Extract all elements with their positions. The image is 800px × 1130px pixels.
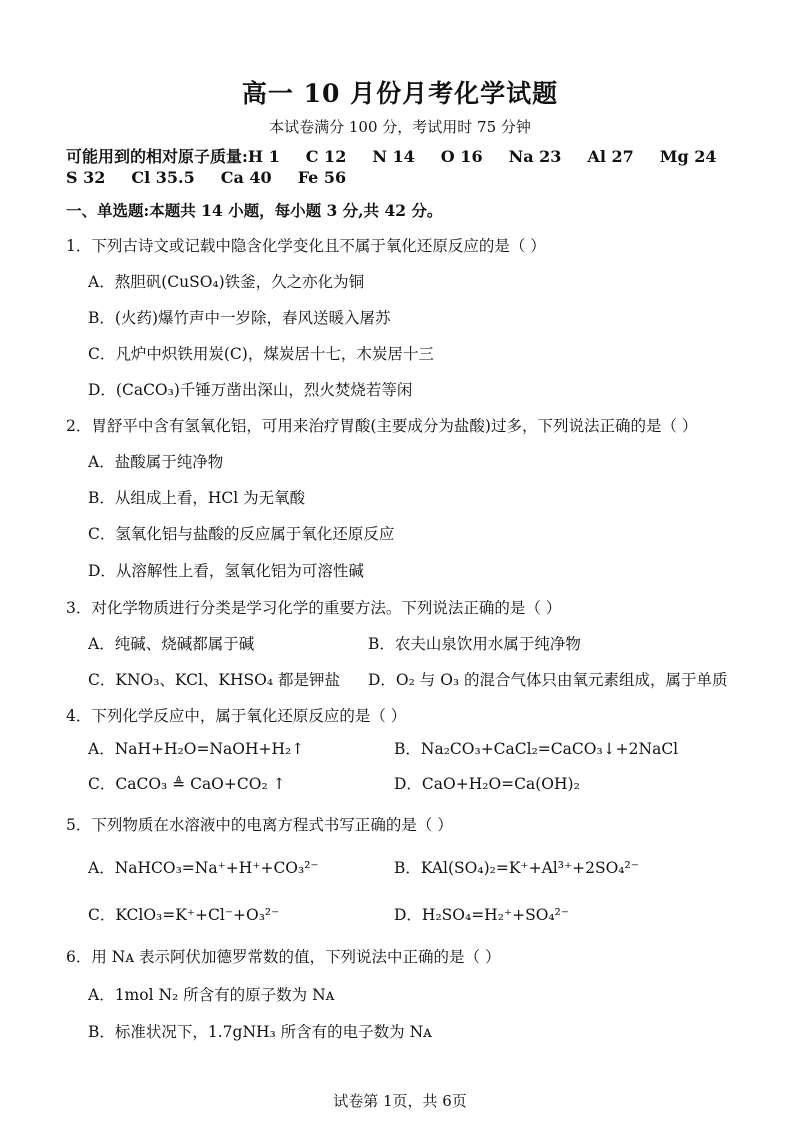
atomic-mass-item: Al 27 xyxy=(587,147,634,166)
option-c: C．KClO₃=K⁺+Cl⁻+O₃²⁻ xyxy=(88,906,280,924)
option-d: D．CaO+H₂O=Ca(OH)₂ xyxy=(394,775,580,793)
option-b: B．从组成上看，HCl 为无氧酸 xyxy=(88,489,306,507)
option-b: B．(火药)爆竹声中一岁除，春风送暖入屠苏 xyxy=(88,309,391,327)
question-stem: 1．下列古诗文或记载中隐含化学变化且不属于氧化还原反应的是（ ） xyxy=(66,237,546,255)
atomic-mass-item: O 16 xyxy=(440,147,483,166)
question-stem: 2．胃舒平中含有氢氧化铝，可用来治疗胃酸(主要成分为盐酸)过多，下列说法正确的是（ ） xyxy=(66,417,698,435)
atomic-mass-line-1 xyxy=(66,144,742,167)
option-b: B．KAl(SO₄)₂=K⁺+Al³⁺+2SO₄²⁻ xyxy=(394,859,639,877)
option-d: D．O₂ 与 O₃ 的混合气体只由氧元素组成，属于单质 xyxy=(368,671,728,689)
atomic-mass-item: H 1 xyxy=(247,147,280,166)
option-a: A．NaH+H₂O=NaOH+H₂↑ xyxy=(88,740,305,758)
exam-subtitle: 本试卷满分 100 分，考试用时 75 分钟 xyxy=(269,118,531,136)
option-d: D．H₂SO₄=H₂⁺+SO₄²⁻ xyxy=(394,906,570,924)
option-a: A．熬胆矾(CuSO₄)铁釜，久之亦化为铜 xyxy=(88,273,365,291)
atomic-mass-item: Mg 24 xyxy=(659,147,717,166)
atomic-mass-line-2 xyxy=(66,168,372,187)
atomic-mass-item: Fe 56 xyxy=(297,168,347,187)
atomic-mass-item: Na 23 xyxy=(508,147,562,166)
option-c: C．氢氧化铝与盐酸的反应属于氧化还原反应 xyxy=(88,525,395,543)
exam-title: 高一 10 月份月考化学试题 xyxy=(241,79,559,108)
question-stem: 5．下列物质在水溶液中的电离方程式书写正确的是（ ） xyxy=(66,816,453,834)
page-footer: 试卷第 1页，共 6页 xyxy=(333,1092,467,1110)
atomic-mass-item: N 14 xyxy=(372,147,415,166)
atomic-mass-item: Cl 35.5 xyxy=(131,168,195,187)
option-a: A．NaHCO₃=Na⁺+H⁺+CO₃²⁻ xyxy=(88,859,319,877)
option-b: B．农夫山泉饮用水属于纯净物 xyxy=(368,635,581,653)
question-stem: 6．用 Nᴀ 表示阿伏加德罗常数的值，下列说法中正确的是（ ） xyxy=(66,948,501,966)
option-d: D．从溶解性上看，氢氧化铝为可溶性碱 xyxy=(88,562,364,580)
atomic-mass-item: C 12 xyxy=(305,147,347,166)
option-c: C．凡炉中炽铁用炭(C)，煤炭居十七，木炭居十三 xyxy=(88,345,434,363)
option-a: A．1mol N₂ 所含有的原子数为 Nᴀ xyxy=(88,986,335,1004)
atomic-mass-label: 可能用到的相对原子质量: xyxy=(66,147,248,166)
question-stem: 3．对化学物质进行分类是学习化学的重要方法。下列说法正确的是（ ） xyxy=(66,599,562,617)
option-b: B．标准状况下，1.7gNH₃ 所含有的电子数为 Nᴀ xyxy=(88,1023,432,1041)
question-stem: 4．下列化学反应中，属于氧化还原反应的是（ ） xyxy=(66,707,407,725)
atomic-mass-item: Ca 40 xyxy=(220,168,272,187)
option-c: C．CaCO₃ ≜ CaO+CO₂ ↑ xyxy=(88,775,286,793)
section-title-single-choice: 一、单选题:本题共 14 小题，每小题 3 分,共 42 分。 xyxy=(66,201,443,220)
option-b: B．Na₂CO₃+CaCl₂=CaCO₃↓+2NaCl xyxy=(394,740,679,758)
option-a: A．盐酸属于纯净物 xyxy=(88,453,224,471)
atomic-mass-item: S 32 xyxy=(66,168,106,187)
option-d: D．(CaCO₃)千锤万凿出深山，烈火焚烧若等闲 xyxy=(88,381,413,399)
option-c: C．KNO₃、KCl、KHSO₄ 都是钾盐 xyxy=(88,671,340,689)
option-a: A．纯碱、烧碱都属于碱 xyxy=(88,635,255,653)
